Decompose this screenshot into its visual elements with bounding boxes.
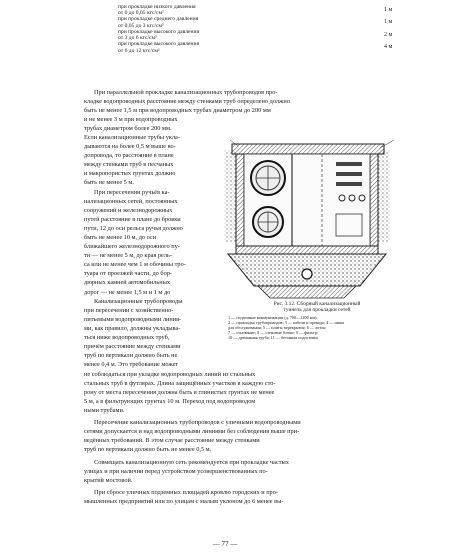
distance-table [118, 4, 408, 54]
text-line: ти — не менее 5 м, до края рель- [84, 252, 172, 260]
text-line: дорог — не менее 1,5 м и 1 м до [84, 288, 171, 296]
text-line: мышленных предприятий или по улицам с малым уклоном до 6 менее вы- [84, 498, 284, 506]
text-line: ближайшего железнодорожного пу- [84, 243, 180, 251]
text-line: При сбросе уличных подземных площадей кровлю городских и про- [94, 489, 278, 496]
text-line: труб по вертикали должно быть не [84, 352, 178, 360]
text-line: менее 0,4 м. Это требование может [84, 361, 179, 369]
row-label-line2: от 0,05 до 3 кгс/см² [118, 22, 164, 29]
table-row [118, 16, 408, 28]
text-line: Если канализационные трубы укла- [84, 134, 180, 142]
text-line: Канализационные трубопроводы [94, 298, 183, 305]
text-line: рону от места пересечения должна быть в глинистых грунтах не менее [84, 389, 275, 397]
text-line: и не менее 3 м при водопроводных [84, 116, 178, 124]
text-line: при пересечении с хозяйственно- [84, 307, 174, 315]
legend-line: 7 — основание; 8 — стеновые блоки; 9 — фильтр; [228, 330, 319, 335]
paragraph-2 [84, 188, 212, 297]
row-label-line2: от 0 до 0,05 кгс/см² [118, 10, 164, 17]
text-line: не соблюдаться при укладке водопроводных линий из стальных [84, 371, 256, 378]
text-line: трубах диаметром более 200 мм. [84, 125, 172, 132]
text-line: быть не менее 1,5 м при водопроводных трубах диаметром до 200 мм [84, 107, 271, 115]
legend-line: 2 — прокладка трубопроводов; 3 — кабели и провода; 4 — ниша [228, 320, 345, 325]
text-line: причём расстояние между стенками [84, 343, 181, 351]
caption-title: Рис. 3.12. Сборный канализационный [273, 301, 361, 307]
tunnel-figure [218, 136, 408, 304]
paragraph-6 [84, 488, 408, 506]
text-line: При параллельной прокладке канализационных трубопроводов про- [94, 89, 278, 96]
row-label-line1: при прокладке среднего давления [118, 16, 199, 23]
paragraph-3-cont [84, 370, 408, 415]
text-line: кладке водопроводных расстояние между стенками труб определено должно [84, 98, 290, 106]
row-label-line2: от 3 до 6 кгс/см² [118, 35, 157, 42]
text-line: сооружений и железнодорожных [84, 207, 173, 215]
text-line: Совмещать канализационную сеть рекомендуется при прокладке частых [94, 459, 289, 466]
row-value: 2 м [384, 31, 393, 38]
text-line: нализационных сетей, постоянных [84, 198, 178, 206]
row-label-line2: от 6 до 12 кгс/см² [118, 47, 160, 54]
text-line: дюрных камней автомобильных [84, 279, 171, 287]
text-line: между стенками труб в песчаных [84, 161, 174, 169]
table-row [118, 29, 408, 41]
text-line: питьевыми водопроводными линия- [84, 316, 182, 324]
text-line: 5 м, а в фильтрующих грунтах 10 м. Переход под водопроводом [84, 398, 256, 406]
text-line: и макропористых грунтах должно [84, 170, 176, 178]
row-label-line1: при прокладке низкого давления [118, 4, 196, 10]
page-number: — 77 — [212, 540, 238, 548]
row-value: 1 м [384, 7, 393, 13]
text-line: ными трубами. [84, 407, 125, 415]
text-line: ться ниже водопроводных труб, [84, 334, 170, 342]
legend-line: 10 — дренажная труба; 11 — бетонная подготовка [228, 335, 318, 340]
row-value: 1 м [384, 19, 393, 26]
text-line: сетями допускается и над водопроводными линиями без соблюдения выше при- [84, 428, 300, 436]
text-line: быть не менее 5 м. [84, 179, 134, 187]
text-line: путей расстояние в плане до бровки [84, 216, 181, 224]
tunnel-cross-section-drawing [218, 136, 408, 304]
figure-legend [228, 315, 408, 340]
text-line: дываются на более 0,5 м выше во- [84, 143, 176, 151]
text-line: туара от проезжей части, до бор- [84, 270, 172, 278]
paragraph-4 [84, 418, 408, 454]
text-line: При пересечении ручьёв ка- [94, 189, 170, 196]
table-row [118, 41, 408, 53]
text-line: ведённых требований. В этом случае расстояние между стенками [84, 437, 260, 445]
text-line: труб по вертикали должно быть не менее 0,5 м. [84, 446, 212, 454]
text-line: улицах и при наличии перед устройством усовершенствованных по- [84, 468, 268, 476]
text-line: са или не менее чем 1 м обочины тро- [84, 261, 186, 269]
row-value: 4 м [384, 44, 393, 51]
figure-caption [228, 301, 406, 314]
text-line: допровода, то расстояние в плане [84, 152, 174, 160]
text-line: Пересечение канализационных трубопроводов с уличными водопроводными [94, 419, 301, 426]
text-line: ми, как правило, должны укладыва- [84, 325, 181, 333]
paragraph-1-cont [84, 124, 212, 187]
paragraph-5 [84, 458, 408, 485]
caption-subtitle: туннель для прокладки сетей [283, 307, 351, 314]
paragraph-1 [84, 88, 408, 124]
legend-line: для обслуживания; 5 — плиты перекрытия; 6 — лоток; [228, 325, 327, 330]
text-line: стальных труб в футлярах. Длина защищённых участков в каждую сто- [84, 380, 276, 388]
table-row [118, 4, 408, 16]
legend-line: 1 — подземные коммуникации (д. 700—1200 мм); [228, 315, 318, 320]
paragraph-3 [84, 297, 212, 369]
text-line: пути, 12 до оси рельса ручья должно [84, 225, 183, 233]
row-label-line1: при прокладке высокого давления [118, 41, 200, 48]
text-line: быть не менее 10 м, до оси [84, 234, 157, 242]
text-line: крытий мостовой. [84, 477, 133, 485]
row-label-line1: при прокладке высокого давления [118, 28, 200, 35]
